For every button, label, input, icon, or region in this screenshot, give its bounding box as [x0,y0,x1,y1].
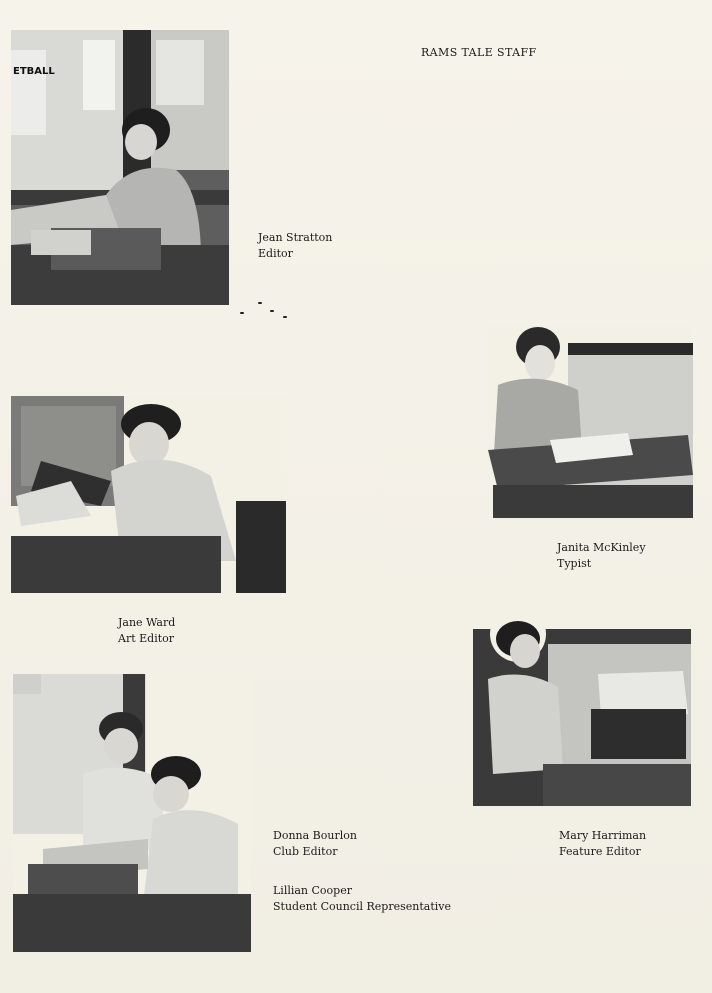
staff-role: Art Editor [118,632,175,645]
staff-role: Club Editor [273,845,338,858]
staff-name: Mary Harriman [559,829,647,842]
staff-name: Jane Ward [118,616,176,629]
staff-role: Feature Editor [559,845,641,858]
staff-name: Jean Stratton [258,231,333,244]
photo-janita-mckinley [488,325,693,518]
page-title: RAMS TALE STAFF [421,46,537,59]
staff-role: Student Council Representative [273,900,451,913]
ink-smudge [240,312,244,314]
staff-name: Lillian Cooper [273,884,352,897]
photo-jean-stratton [11,30,229,305]
caption-janita-mckinley [557,540,646,572]
bulletin-board-text: ETBALL [13,66,55,77]
staff-name: Donna Bourlon [273,829,357,842]
caption-lillian-cooper [273,883,451,915]
ink-smudge [283,316,287,318]
photo-donna-bourlon-lillian-cooper [13,674,251,952]
staff-role: Editor [258,247,293,260]
photo-jane-ward [11,396,287,593]
staff-name: Janita McKinley [557,541,646,554]
ink-smudge [270,310,274,312]
caption-donna-bourlon [273,828,357,860]
caption-jean-stratton [258,230,332,262]
staff-role: Typist [557,557,592,570]
ink-smudge [258,302,262,304]
caption-jane-ward [118,615,175,647]
caption-mary-harriman [559,828,646,860]
photo-mary-harriman [473,599,691,806]
